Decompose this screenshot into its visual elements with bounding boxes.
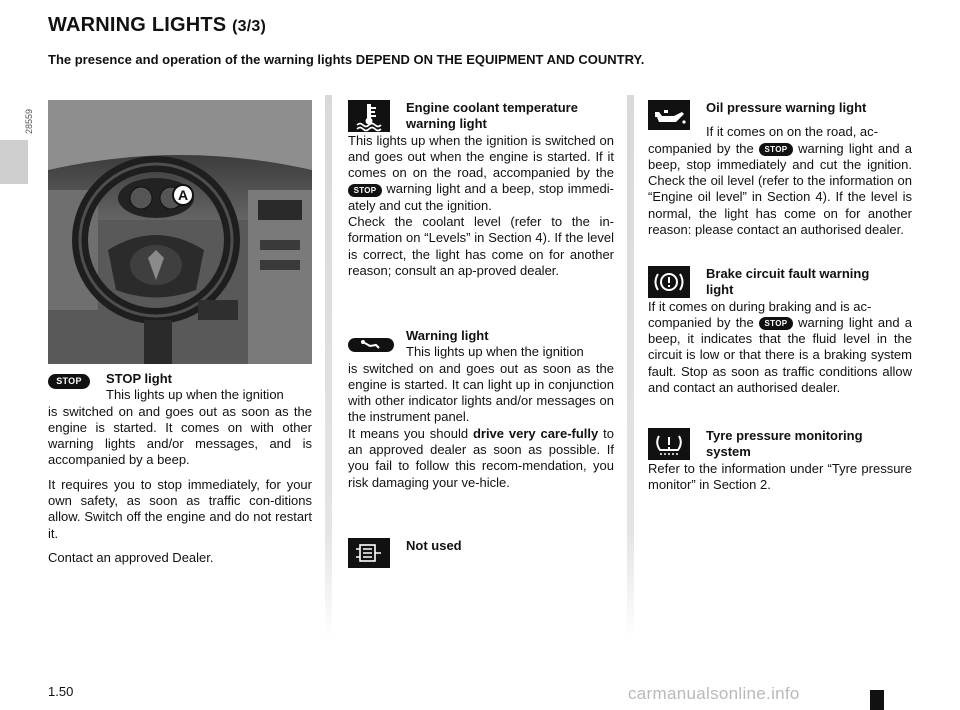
column-divider-1: [325, 95, 332, 640]
not-used-heading: Not used: [406, 538, 462, 553]
page-title: WARNING LIGHTS (3/3): [48, 14, 267, 36]
oil-pressure-body-a: companied by the: [648, 140, 754, 156]
oil-pressure-first-line: If it comes on on the road, ac-: [706, 124, 878, 140]
warning-light-first-line: This lights up when the ignition: [406, 344, 584, 360]
oil-pressure-heading: Oil pressure warning light: [706, 100, 867, 115]
warning-light-para2-bold: drive very care-fully: [472, 425, 599, 441]
oil-pressure-entry: [648, 100, 912, 238]
photo-callout-a: A: [172, 184, 194, 206]
coolant-para1: [348, 133, 614, 214]
coolant-entry: [348, 100, 614, 279]
dashboard-photo: [48, 100, 312, 364]
warning-light-entry: [348, 328, 614, 491]
warning-light-para2a: It means you should: [348, 425, 469, 441]
stop-light-first-line: This lights up when the ignition: [106, 387, 284, 403]
warning-light-body: is switched on and goes out as soon as the engine is started. It can light up in conjunction with other indicator lights and/or messages on the instrument panel.: [348, 360, 614, 425]
stop-icon: STOP: [348, 184, 382, 197]
brake-circuit-heading-1: Brake circuit fault warning: [706, 266, 870, 281]
brake-circuit-para1: If it comes on during braking and is ac-: [648, 298, 872, 314]
coolant-heading-1: Engine coolant temperature: [406, 100, 578, 115]
page-subtitle: The presence and operation of the warning lights DEPEND ON THE EQUIPMENT AND COUNTRY.: [48, 52, 645, 67]
photo-code: 28559: [24, 108, 34, 134]
coolant-para1a: This lights up when the ignition is switched on and goes out when the engine is started. If it comes on on the road, accompanied by the: [348, 132, 614, 181]
stop-light-entry: [48, 371, 312, 566]
warning-light-heading: Warning light: [406, 328, 489, 343]
oil-pressure-body-b: warning light and a beep, stop immediately and cut the ignition. Check the oil level (refer to the information on “Engine oil level” in Section 4). If the level is normal, the light has come on for another reason: please contact an authorised dealer.: [648, 140, 912, 238]
stop-icon: STOP: [759, 317, 793, 330]
stop-light-body: is switched on and goes out as soon as the engine is started. It comes on with other warning lights and/or messages, and is accompanied by a beep.: [48, 403, 312, 468]
warning-light-para2: [348, 426, 614, 491]
brake-circuit-para2b: warning light and a beep, it indicates that the fluid level in the circuit is low or that there is a braking system fault. Stop as soon as traffic conditions allow and contact an authorised dealer.: [648, 314, 912, 396]
coolant-para2: Check the coolant level (refer to the in-formation on “Levels” in Section 4). If the level is correct, the light has come on for another reason; consult an ap-proved dealer.: [348, 214, 614, 278]
brake-circuit-para2a: companied by the: [648, 314, 754, 330]
coolant-heading-2: warning light: [406, 116, 487, 132]
column-divider-2: [627, 95, 634, 640]
title-suffix: (3/3): [232, 18, 267, 35]
not-used-entry: [406, 538, 606, 554]
brake-circuit-para2: [648, 315, 912, 396]
brake-circuit-entry: [648, 266, 912, 396]
tyre-pressure-heading-2: system: [706, 444, 751, 460]
warning-light-para2b: to an approved dealer as soon as possible. If you fail to follow this recom-mendation, you risk damaging your ve-hicle.: [348, 425, 614, 490]
brake-circuit-heading-2: light: [706, 282, 734, 298]
page-number: 1.50: [48, 684, 74, 699]
stop-icon: STOP: [759, 143, 793, 156]
watermark: carmanualsonline.info: [628, 684, 800, 703]
stop-light-para2: It requires you to stop immediately, for your own safety, as soon as traffic con-ditions allow. Switch off the engine and do not restart it.: [48, 476, 312, 541]
section-tab: [0, 140, 28, 184]
stop-light-heading: STOP light: [106, 371, 172, 386]
tyre-pressure-para1: Refer to the information under “Tyre pressure monitor” in Section 2.: [648, 460, 912, 492]
oil-pressure-body: [648, 141, 912, 239]
tyre-pressure-heading-1: Tyre pressure monitoring: [706, 428, 863, 443]
tyre-pressure-entry: [648, 428, 912, 493]
not-used-icon: [348, 538, 390, 568]
coolant-para1b: warning light and a beep, stop immedi-ately and cut the ignition.: [348, 181, 614, 213]
stop-light-para3: Contact an approved Dealer.: [48, 549, 214, 565]
stop-icon: STOP: [48, 374, 90, 389]
corner-mark: [870, 690, 884, 710]
